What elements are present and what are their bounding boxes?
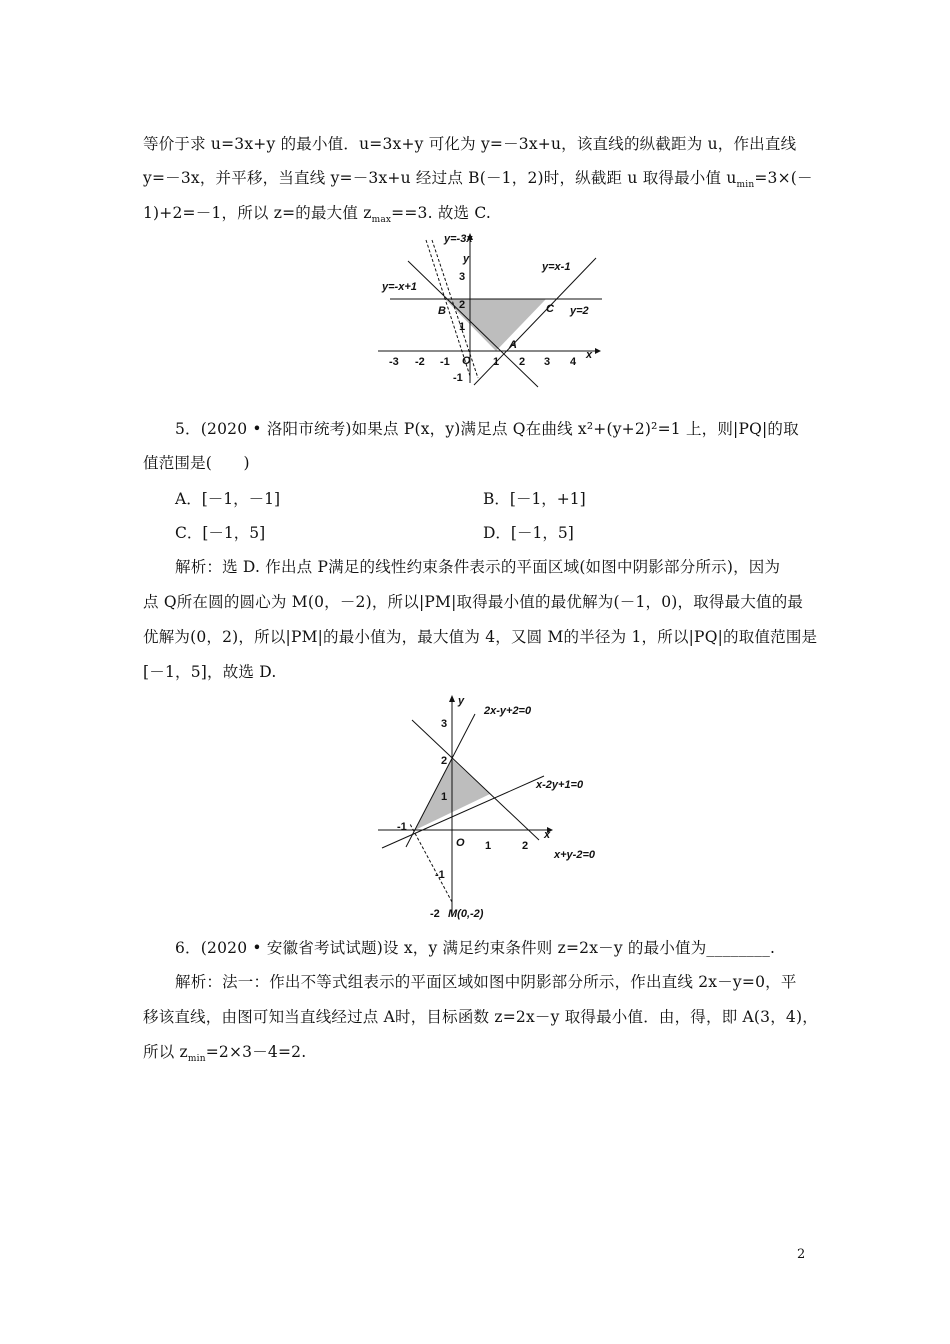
y-tick-1: 1 [459,321,466,333]
origin-label: O [456,837,465,849]
p1-line3-a: 1)+2=－1，所以 z=的最大值 z [143,204,372,222]
q5-solution-line3: 优解为(0，2)，所以|PM|的最小值为，最大值为 4，又圆 M的半径为 1，所以|PQ|的取值范围是 [143,628,818,646]
q5-option-d: D．[－1，5] [483,524,574,542]
point-C-label: C [546,303,554,315]
y-tick-neg1: -1 [435,869,445,881]
q6-solution-line3 [143,1040,306,1064]
q6-solution-line3-sub: min [187,1054,206,1065]
dashed-segment-MP [410,824,452,902]
x-tick-2: 2 [519,356,526,368]
label-line3: x+y-2=0 [554,849,595,861]
x-tick-neg3: -3 [389,356,399,368]
q6-solution-line1: 解析：法一：作出不等式组表示的平面区域如图中阴影部分所示，作出直线 2x－y=0，平 [175,973,797,991]
q5-solution-line2: 点 Q所在圆的圆心为 M(0，－2)，所以|PM|取得最小值的最优解为(－1，0)，取得最大值的最 [143,593,804,611]
q5-solution-line4: [－1，5]，故选 D. [143,663,277,681]
q5-solution-line1: 解析：选 D. 作出点 P满足的线性约束条件表示的平面区域(如图中阴影部分所示)，因为 [175,558,781,576]
x-tick-neg1: -1 [440,356,450,368]
x-tick-neg1: -1 [397,821,407,833]
y-tick-neg2: -2 [430,908,440,920]
x-tick-1: 1 [485,840,492,852]
y-tick-2: 2 [441,755,448,767]
y-axis-arrow [449,695,455,702]
label-M: M(0,-2) [448,908,484,920]
q6-solution-line3-b: =2×3－4=2. [205,1043,307,1061]
p1-line3 [143,201,491,225]
y-tick-3: 3 [459,271,466,283]
figure-2 [372,690,622,920]
page-number: 2 [797,1247,806,1262]
origin-label: O [462,355,471,367]
x-tick-neg2: -2 [415,356,425,368]
point-A-label: A [509,339,517,351]
label-y-negx-plus1: y=-x+1 [382,281,417,293]
y-tick-neg1: -1 [453,372,463,384]
x-axis-label: x [586,349,593,361]
q6-solution-line3-a: 所以 z [143,1043,188,1061]
x-axis-arrow [595,348,601,354]
point-B-label: B [438,305,446,317]
p1-line3-b: ==3. 故选 C. [391,204,492,222]
x-tick-4: 4 [570,356,577,368]
label-y-neg3x: y=-3x [444,233,473,245]
x-tick-3: 3 [544,356,551,368]
x-tick-2: 2 [522,840,529,852]
label-line2: x-2y+1=0 [536,779,584,791]
p1-line3-sub: max [371,215,392,226]
label-line1: 2x-y+2=0 [484,705,532,717]
label-y-x-minus1: y=x-1 [542,261,571,273]
p1-line2 [143,166,813,190]
p1-line2-tail: =3×(－ [754,169,813,187]
q5-line1: 5．(2020 • 洛阳市统考)如果点 P(x，y)满足点 Q在曲线 x²+(y+2)²=1 上，则|PQ|的取 [175,420,799,438]
q5-option-b: B．[－1，+1] [483,490,586,508]
p1-line2-sub: min [736,180,755,191]
figure-1 [370,228,610,388]
q5-option-c: C．[－1，5] [175,524,266,542]
x-axis-label: x [544,829,551,841]
label-y-eq-2: y=2 [570,305,589,317]
q6-solution-line2: 移该直线，由图可知当直线经过点 A时，目标函数 z=2x－y 取得最小值．由，得，即 A(3，4)， [143,1008,818,1026]
q5-line2: 值范围是( ) [143,454,250,472]
q5-option-a: A．[－1，－1] [175,490,281,508]
y-axis-label: y [463,253,470,265]
y-tick-3: 3 [441,718,448,730]
p1-line2-text: y=－3x，并平移，当直线 y=－3x+u 经过点 B(－1，2)时，纵截距 u 取得最小值 u [143,169,737,187]
y-tick-1: 1 [441,791,448,803]
x-tick-1: 1 [493,356,500,368]
y-tick-2: 2 [459,299,466,311]
y-axis-label: y [458,695,465,707]
p1-line1: 等价于求 u=3x+y 的最小值．u=3x+y 可化为 y=－3x+u，该直线的纵截距为 u，作出直线 [143,135,797,153]
q6-line1: 6．(2020 • 安徽省考试试题)设 x，y 满足约束条件则 z=2x－y 的最小值为________. [175,939,776,957]
